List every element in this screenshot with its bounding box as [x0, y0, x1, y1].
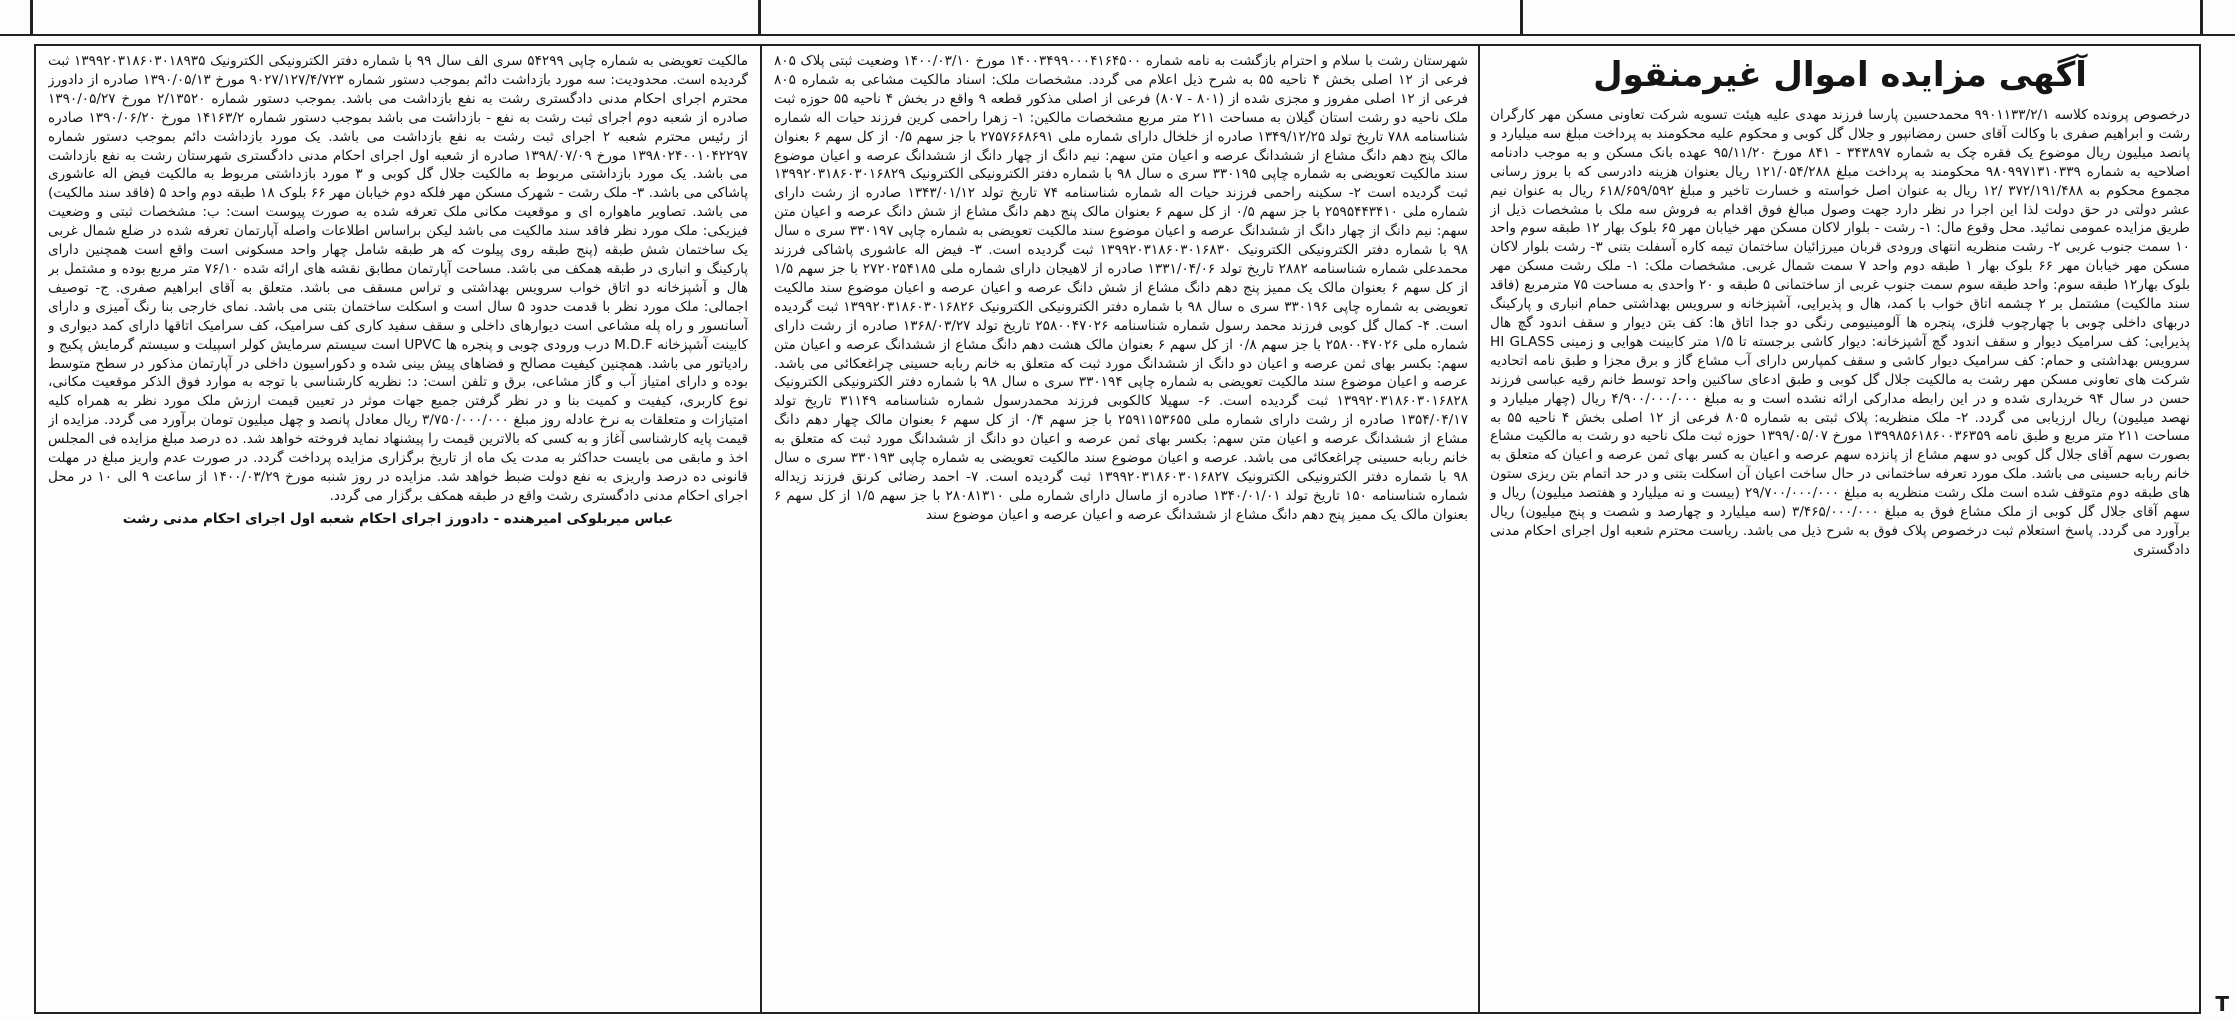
notice-column-middle: [774, 52, 1468, 1006]
column-rule: [2200, 0, 2203, 34]
notice-column-right: [1490, 52, 2190, 1006]
column-rule: [1520, 0, 1523, 34]
column-divider: [1478, 44, 1480, 1014]
notice-title: آگهی مزایده اموال غیرمنقول: [1593, 55, 2087, 95]
top-column-strip: [0, 0, 2235, 36]
notice-paragraph: مالکیت تعویضی به شماره چاپی ۵۴۲۹۹ سری الف سال ۹۹ با شماره دفتر الکترونیکی الکترونیک ۱۳۹۹۲۰۳۱۸۶۰۳۰۱۸۹۳۵ ثبت گردیده است. محدودیت: سه مورد بازداشت دائم بموجب دستور شماره ۹۰۲۷/۱۲۷/۴/۷۲۳ مورخ ۱۳۹۰/۰۵/۱۳ صادره از دادورز محترم اجرای احکام مدنی دادگستری رشت به نفع بازداشت می باشد. بموجب دستور شماره ۲/۱۳۵۲۰ مورخ ۱۳۹۰/۰۵/۲۷ صادره از شعبه دوم اجرای ثبت رشت به نفع - بازداشت می باشد بموجب دستور شماره ۱۴۱۶۳/۲ مورخ ۱۳۹۰/۰۶/۲۰ صادره از رئیس محترم شعبه ۲ اجرای ثبت رشت به نفع بازداشت می باشد. یک مورد بازداشت دائم بموجب دستور شماره ۱۳۹۸۰۲۴۰۰۱۰۴۲۲۹۷ مورخ ۱۳۹۸/۰۷/۰۹ صادره از شعبه اول اجرای احکام مدنی دادگستری شهرستان رشت به نفع بازداشت می باشد. یک مورد بازداشتی مربوط به مالکیت جلال گل کوبی و ۳ مورد بازداشتی مربوط به مالکیت فیض اله عاشوری پاشاکی می باشد. ۳- ملک رشت - شهرک مسکن مهر فلکه دوم خیابان مهر ۶۶ بلوک ۱۸ طبقه دوم واحد ۵ (فاقد سند مالکیت) می باشد. تصاویر ماهواره ای و موقعیت مکانی ملک تعرفه شده به صورت پیوست است: ب: مشخصات ثبتی و وضعیت فیزیکی: ملک مورد نظر فاقد سند مالکیت می باشد لیکن براساس اطلاعات واصله آپارتمان تعرفه شده در ضلع شمال غربی یک ساختمان شش طبقه (پنج طبقه روی پیلوت که هر طبقه شامل چهار واحد مسکونی است واقع است همچنین دارای پارکینگ و انباری در طبقه همکف می باشد. مساحت آپارتمان مطابق نقشه های ارائه شده ۷۶/۱۰ متر مربع بوده و مشتمل بر هال و آشپزخانه دو اتاق خواب سرویس بهداشتی و تراس مسقف می باشد. متعلق به آقای ابراهیم صفری. ج- توصیف اجمالی: ملک مورد نظر با قدمت حدود ۵ سال است و اسکلت ساختمان بتنی می باشد. نمای خارجی بنا رنگ آمیزی و دارای آسانسور و راه پله مشاعی است دیوارهای داخلی و سقف سفید کاری کف سرامیک، کف سرامیک اتاقها دارای کمد دیواری و کابینت آشپزخانه M.D.F درب ورودی چوبی و پنجره ها UPVC است سیستم سرمایش کولر اسپیلت و سیستم گرمایش پکیج و رادیاتور می باشد. همچنین کیفیت مصالح و فضاهای پیش بینی شده و دکوراسیون داخلی در آپارتمان مذکور در سطح متوسط بوده و دارای امتیاز آب و گاز مشاعی، برق و تلفن است: د: نظریه کارشناسی با توجه به موارد فوق الذکر موقعیت مکانی، نوع کاربری، کیفیت و کمیت بنا و در نظر گرفتن جمیع جهات موثر در تعیین قیمت ارزش ملک مورد نظر به همراه کلیه امتیازات و متعلقات به نرخ عادله روز مبلغ ۳/۷۵۰/۰۰۰/۰۰۰ ریال معادل پانصد و چهل میلیون تومان برآورد می گردد. مزایده از قیمت پایه کارشناسی آغاز و به کسی که بالاترین قیمت را پیشنهاد نماید فروخته خواهد شد. ده درصد مبلغ مزایده فی المجلس اخذ و مابقی می بایست حداکثر به مدت یک ماه از تاریخ برگزاری مزایده پرداخت گردد. در صورت عدم واریز مبلغ در مهلت قانونی ده درصد واریزی به نفع دولت ضبط خواهد شد. مزایده در روز شنبه مورخ ۱۴۰۰/۰۳/۲۹ از ساعت ۹ الی ۱۰ در محل اجرای احکام مدنی دادگستری رشت واقع در طبقه همکف برگزار می گردد.: [48, 53, 748, 504]
notice-signature: عباس میربلوکی امیرهنده - دادورز اجرای احکام شعبه اول اجرای احکام مدنی رشت: [122, 510, 674, 527]
column-divider: [760, 44, 762, 1014]
notice-column-left: [48, 52, 748, 1006]
notice-paragraph: شهرستان رشت با سلام و احترام بازگشت به نامه شماره ۱۴۰۰۳۴۹۹۰۰۰۴۱۶۴۵۰۰ مورخ ۱۴۰۰/۰۳/۱۰ وضعیت ثبتی پلاک ۸۰۵ فرعی از ۱۲ اصلی بخش ۴ ناحیه ۵۵ به شرح ذیل اعلام می گردد. مشخصات ملک: اسناد مالکیت مشاعی به شماره ۸۰۵ فرعی از ۱۲ اصلی مفروز و مجزی شده از (۸۰۱ - ۸۰۷) فرعی از اصلی مذکور قطعه ۹ واقع در بخش ۴ ناحیه ۵۵ حوزه ثبت ملک ناحیه دو رشت استان گیلان به مساحت ۲۱۱ متر مربع مشخصات مالکین: ۱- زهرا راحمی کرین فرزند حیات اله شماره شناسنامه ۷۸۸ تاریخ تولد ۱۳۴۹/۱۲/۲۵ صادره از خلخال دارای شماره ملی ۲۷۵۷۶۶۸۶۹۱ با جز سهم ۰/۵ از کل سهم ۶ بعنوان مالک پنج دهم دانگ مشاع از ششدانگ عرصه و اعیان متن سهم: نیم دانگ از چهار دانگ از ششدانگ عرصه و اعیان موضوع سند مالکیت تعویضی به شماره چاپی ۳۳۰۱۹۵ سری ه سال ۹۸ با شماره دفتر الکترونیکی الکترونیک ۱۳۹۹۲۰۳۱۸۶۰۳۰۱۶۸۲۹ ثبت گردیده است ۲- سکینه راحمی فرزند حیات اله شماره شناسنامه ۷۴ تاریخ تولد ۱۳۴۳/۰۱/۱۲ صادره از رشت دارای شماره ملی ۲۵۹۵۴۴۳۴۱۰ با جز سهم ۰/۵ از کل سهم ۶ بعنوان مالک پنج دهم دانگ مشاع از شش دانگ عرصه و اعیان متن سهم: نیم دانگ از چهار دانگ از ششدانگ عرصه و اعیان موضوع سند مالکیت تعویضی به شماره چاپی ۳۳۰۱۹۷ سری ه سال ۹۸ با شماره دفتر الکترونیکی الکترونیک ۱۳۹۹۲۰۳۱۸۶۰۳۰۱۶۸۳۰ ثبت گردیده است. ۳- فیض اله عاشوری پاشاکی فرزند محمدعلی شماره شناسنامه ۲۸۸۲ تاریخ تولد ۱۳۳۱/۰۴/۰۶ صادره از لاهیجان دارای شماره ملی ۲۷۲۰۲۵۴۱۸۵ با جز سهم ۱/۵ از کل سهم ۶ بعنوان مالک یک ممیز پنج دهم دانگ مشاع از شش دانگ عرصه و اعیان عرصه و اعیان موضوع سند مالکیت تعویضی به شماره چاپی ۳۳۰۱۹۶ سری ه سال ۹۸ با شماره دفتر الکترونیکی الکترونیک ۱۳۹۹۲۰۳۱۸۶۰۳۰۱۶۸۲۶ ثبت گردیده است. ۴- کمال گل کوبی فرزند محمد رسول شماره شناسنامه ۲۵۸۰۰۴۷۰۲۶ تاریخ تولد ۱۳۶۸/۰۳/۲۷ صادره از رشت دارای شماره ملی ۲۵۸۰۰۴۷۰۲۶ با جز سهم ۰/۸ از کل سهم ۶ بعنوان مالک هشت دهم دانگ مشاع از ششدانگ عرصه و اعیان متن سهم: بکسر بهای ثمن عرصه و اعیان دو دانگ از ششدانگ مورد ثبت که متعلق به خانم ربابه حسینی چراغعکائی می باشد. عرصه و اعیان موضوع سند مالکیت تعویضی به شماره چاپی ۳۳۰۱۹۴ سری ه سال ۹۸ با شماره دفتر الکترونیکی الکترونیک ۱۳۹۹۲۰۳۱۸۶۰۳۰۱۶۸۲۸ ثبت گردیده است. ۶- سهیلا کالکوبی فرزند محمدرسول شماره شناسنامه ۳۱۱۴۹ تاریخ تولد ۱۳۵۴/۰۴/۱۷ صادره از رشت دارای شماره ملی ۲۵۹۱۱۵۳۶۵۵ با جز سهم ۰/۴ از کل سهم ۶ بعنوان مالک چهار دهم دانگ مشاع از ششدانگ عرصه و اعیان متن سهم: بکسر بهای ثمن عرصه و اعیان دو دانگ از ششدانگ مورد ثبت که متعلق به خانم ربابه حسینی چراغعکائی می باشد. عرصه و اعیان موضوع سند مالکیت تعویضی به شماره چاپی ۳۳۰۱۹۳ سری ه سال ۹۸ با شماره دفتر الکترونیکی الکترونیک ۱۳۹۹۲۰۳۱۸۶۰۳۰۱۶۸۲۷ ثبت گردیده است. ۷- احمد رضائی کرنق فرزند زیداله شماره شناسنامه ۱۵۰ تاریخ تولد ۱۳۴۰/۰۱/۰۱ صادره از ماسال دارای شماره ملی ۲۸۰۸۱۳۱۰ با جز سهم ۱/۵ از کل سهم ۶ بعنوان مالک یک ممیز پنج دهم دانگ مشاع از ششدانگ عرصه و اعیان عرصه و اعیان موضوع سند: [774, 53, 1468, 523]
page-mark: T: [2215, 992, 2229, 1016]
column-rule: [30, 0, 33, 34]
column-rule: [758, 0, 761, 34]
notice-paragraph: درخصوص پرونده کلاسه ۹۹۰۱۱۳۳/۲/۱ محمدحسین پارسا فرزند مهدی علیه هیئت تسویه شرکت تعاونی مسکن مهر کارگران رشت و ابراهیم صفری با وکالت آقای حسن رمضانپور و جلال گل کوبی و محکوم علیه محکومند به پرداخت مبلغ سه میلیارد و پانصد میلیون ریال موضوع یک فقره چک به شماره ۳۴۳۸۹۷ - ۸۴۱ مورخ ۹۵/۱۱/۲۰ عهده بانک مسکن و به موجب دادنامه اصلاحیه به شماره ۹۸۰۹۹۷۱۳۱۰۳۳۹ محکومند به پرداخت مبلغ ۱۲۱/۰۵۴/۲۸۸ ریال بعنوان هزینه دادرسی که با بروز رسانی مجموع محکوم به ۳۷۲/۱۹۱/۴۸۸ /۱۲ ریال به عنوان اصل خواسته و خسارت تاخیر و مبلغ ۶۱۸/۶۵۹/۵۹۲ ریال به عنوان نیم عشر دولتی در حق دولت لذا این اجرا در نظر دارد جهت وصول مبالغ فوق اقدام به فروش سه ملک با مشخصات ذیل از طریق مزایده عمومی نمائید. محل وقوع مال: ۱- رشت - بلوار لاکان مسکن مهر خیابان مهر ۶۵ بلوک بهار ۱۲ طبقه سوم واحد ۱۰ سمت جنوب غربی ۲- رشت منظریه انتهای ورودی قربان میرزائیان ساختمان تیمه کاره آسفلت بتنی ۳- رشت بلوار لاکان مسکن مهر خیابان مهر ۶۶ بلوک بهار ۱ طبقه دوم واحد ۷ سمت شمال غربی. مشخصات ملک: ۱- ملک رشت مسکن مهر بلوک بهار۱۲ طبقه سوم: واحد طبقه سوم سمت جنوب غربی از ساختمانی ۵ طبقه و ۲۰ واحدی به مساحت ۷۵ مترمربع (فاقد سند مالکیت) مشتمل بر ۲ چشمه اتاق خواب با کمد، هال و پذیرایی، آشپزخانه و سرویس بهداشتی حمام انباری و پارکینگ دربهای داخلی چوبی با چهارچوب فلزی، پنجره ها آلومینیومی رنگی دو جدا اتاق ها: کف بتن دیوار و سقف اندود گچ هال پذیرایی: کف سرامیک دیوار و سقف اندود گچ آشپزخانه: دیوار کاشی برجسته تا ۱/۵ متر کابینت هوایی و زمینی HI GLASS سرویس بهداشتی و حمام: کف سرامیک دیوار کاشی و سقف کمپارس دارای آب مشاع گاز و برق مجزا و طبق نامه اتحادیه شرکت های تعاونی مسکن مهر رشت به مالکیت جلال گل کوبی و طبق ادعای ساکنین واحد توسط خانم رقیه عباسی فرزند حسن در سال ۹۴ خریداری شده و در این رابطه مدارکی ارائه نشده است و به مبلغ ۴/۹۰۰/۰۰۰/۰۰۰ ریال (چهار میلیارد و نهصد میلیون) ریال ارزیابی می گردد. ۲- ملک منظریه: پلاک ثبتی به شماره ۸۰۵ فرعی از ۱۲ اصلی بخش ۴ ناحیه ۵۵ به مساحت ۲۱۱ متر مربع و طبق نامه ۱۳۹۹۸۵۶۱۸۶۰۰۳۶۳۵۹ مورخ ۱۳۹۹/۰۵/۰۷ حوزه ثبت ملک ناحیه دو رشت به مالکیت مشاع بصورت سهم آقای جلال گل کوبی دو سهم مشاع از پانزده سهم عرصه و اعیان به کسر بهای ثمن عرصه و اعیان که متعلق به خانم ربابه حسینی می باشد. ملک مورد تعرفه ساختمانی در حال ساخت اعیان آن اسکلت بتنی و در حد اتمام بتن ریزی ستون های طبقه دوم متوقف شده است ملک رشت منظریه به مبلغ ۲۹/۷۰۰/۰۰۰/۰۰۰ (بیست و نه میلیارد و هفتصد میلیون) ریال و سهم آقای جلال گل کوبی از ملک مشاع فوق به مبلغ ۳/۴۶۵/۰۰۰/۰۰۰ (سه میلیارد و چهارصد و شصت و پنج میلیون) ریال برآورد می گردد. پاسخ استعلام ثبت درخصوص پلاک فوق به شرح ذیل می باشد. ریاست محترم شعبه اول اجرای احکام مدنی دادگستری: [1490, 107, 2190, 558]
